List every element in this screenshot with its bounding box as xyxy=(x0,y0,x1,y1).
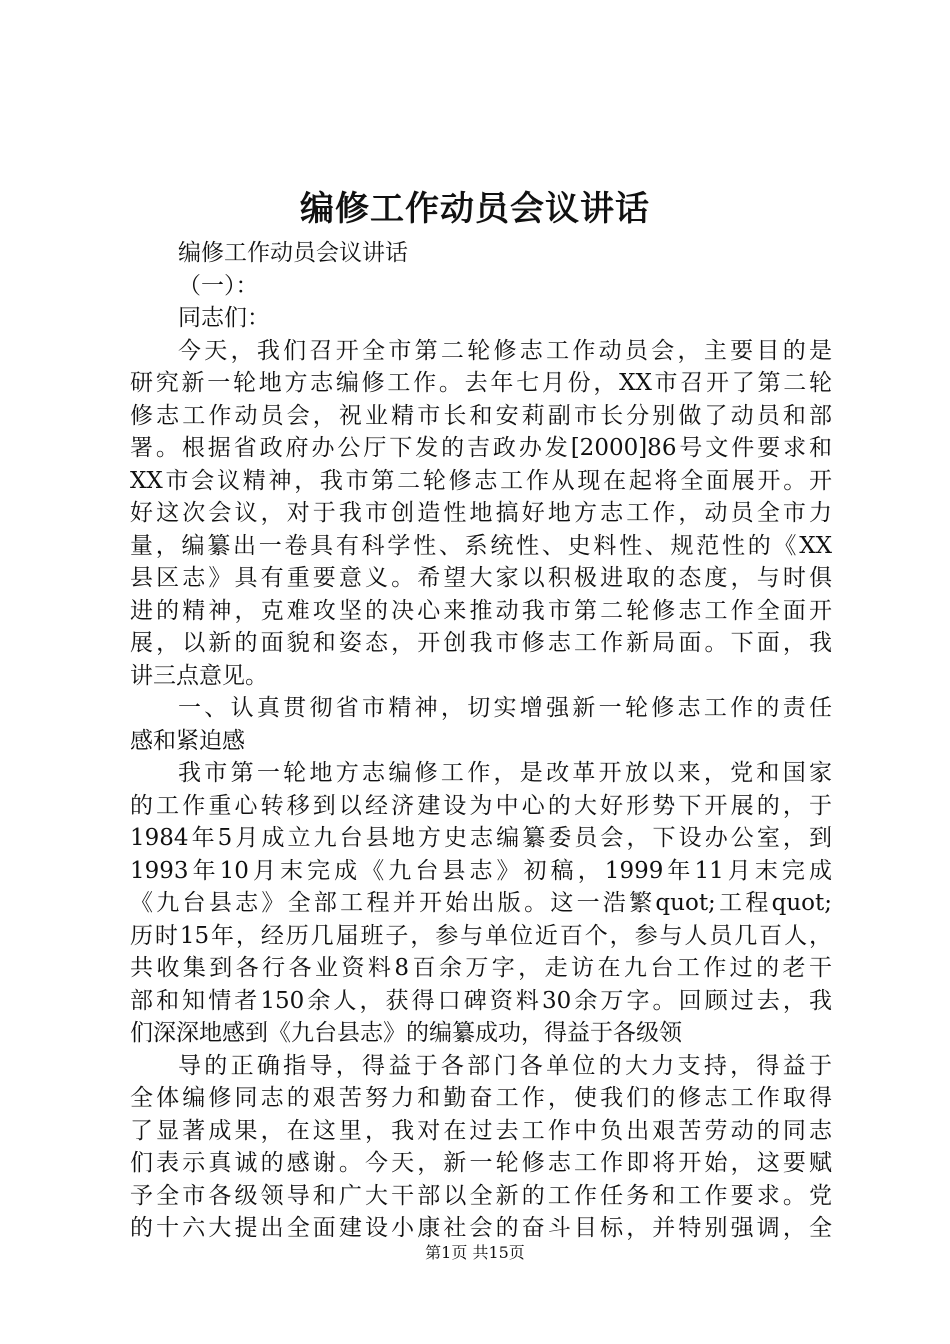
text-line: 今天，我们召开全市第二轮修志工作动员会，主要目的是 xyxy=(178,337,832,364)
text-line: 部和知情者150余人，获得口碑资料30余万字。回顾过去，我 xyxy=(130,987,832,1014)
text-line: 一、认真贯彻省市精神，切实增强新一轮修志工作的责任 xyxy=(178,695,832,721)
text-line: 的工作重心转移到以经济建设为中心的大好形势下开展的，于 xyxy=(130,792,832,819)
text-line: 我市第一轮地方志编修工作，是改革开放以来，党和国家 xyxy=(178,760,832,786)
text-line: 署。根据省政府办公厅下发的吉政办发[2000]86号文件要求和 xyxy=(130,435,832,461)
text-line: XX市会议精神，我市第二轮修志工作从现在起将全面展开。开 xyxy=(130,467,832,494)
text-line: （一）： xyxy=(178,272,259,299)
text-line: 感和紧迫感 xyxy=(130,727,245,754)
text-line: 1993年10月末完成《九台县志》初稿，1999年11月末完成 xyxy=(130,857,832,884)
text-line: 量，编纂出一卷具有科学性、系统性、史料性、规范性的《XX xyxy=(130,532,832,559)
text-line: 编修工作动员会议讲话 xyxy=(178,240,408,266)
text-line: 研究新一轮地方志编修工作。去年七月份，XX市召开了第二轮 xyxy=(130,370,832,396)
text-line: 历时15年，经历几届班子，参与单位近百个，参与人员几百人， xyxy=(130,922,832,949)
text-line: 进的精神，克难攻坚的决心来推动我市第二轮修志工作全面开 xyxy=(130,597,832,624)
text-line: 的十六大提出全面建设小康社会的奋斗目标，并特别强调，全 xyxy=(130,1215,832,1241)
page-footer: 第1页 共15页 xyxy=(425,1243,525,1262)
text-line: 1984年5月成立九台县地方史志编纂委员会，下设办公室，到 xyxy=(130,825,832,851)
text-line: 们表示真诚的感谢。今天，新一轮修志工作即将开始，这要赋 xyxy=(130,1150,832,1176)
text-line: 展，以新的面貌和姿态，开创我市修志工作新局面。下面，我 xyxy=(130,630,832,656)
text-line: 讲三点意见。 xyxy=(130,662,268,689)
text-line: 县区志》具有重要意义。希望大家以积极进取的态度，与时俱 xyxy=(130,565,832,591)
text-line: 同志们： xyxy=(178,305,270,331)
document-title: 编修工作动员会议讲话 xyxy=(300,189,650,229)
text-line: 好这次会议，对于我市创造性地搞好地方志工作，动员全市力 xyxy=(130,500,832,526)
text-line: 全体编修同志的艰苦努力和勤奋工作，使我们的修志工作取得 xyxy=(130,1085,832,1111)
text-line: 了显著成果，在这里，我对在过去工作中负出艰苦劳动的同志 xyxy=(130,1117,832,1144)
text-line: 予全市各级领导和广大干部以全新的工作任务和工作要求。党 xyxy=(130,1182,832,1209)
text-line: 导的正确指导，得益于各部门各单位的大力支持，得益于 xyxy=(178,1052,832,1079)
document-body xyxy=(130,237,832,1245)
text-line: 《九台县志》全部工程并开始出版。这一浩繁quot;工程quot; xyxy=(130,890,832,916)
text-line: 修志工作动员会，祝业精市长和安莉副市长分别做了动员和部 xyxy=(130,402,832,429)
text-line: 共收集到各行各业资料8百余万字，走访在九台工作过的老干 xyxy=(130,955,832,981)
text-line: 们深深地感到《九台县志》的编纂成功，得益于各级领 xyxy=(130,1020,682,1046)
